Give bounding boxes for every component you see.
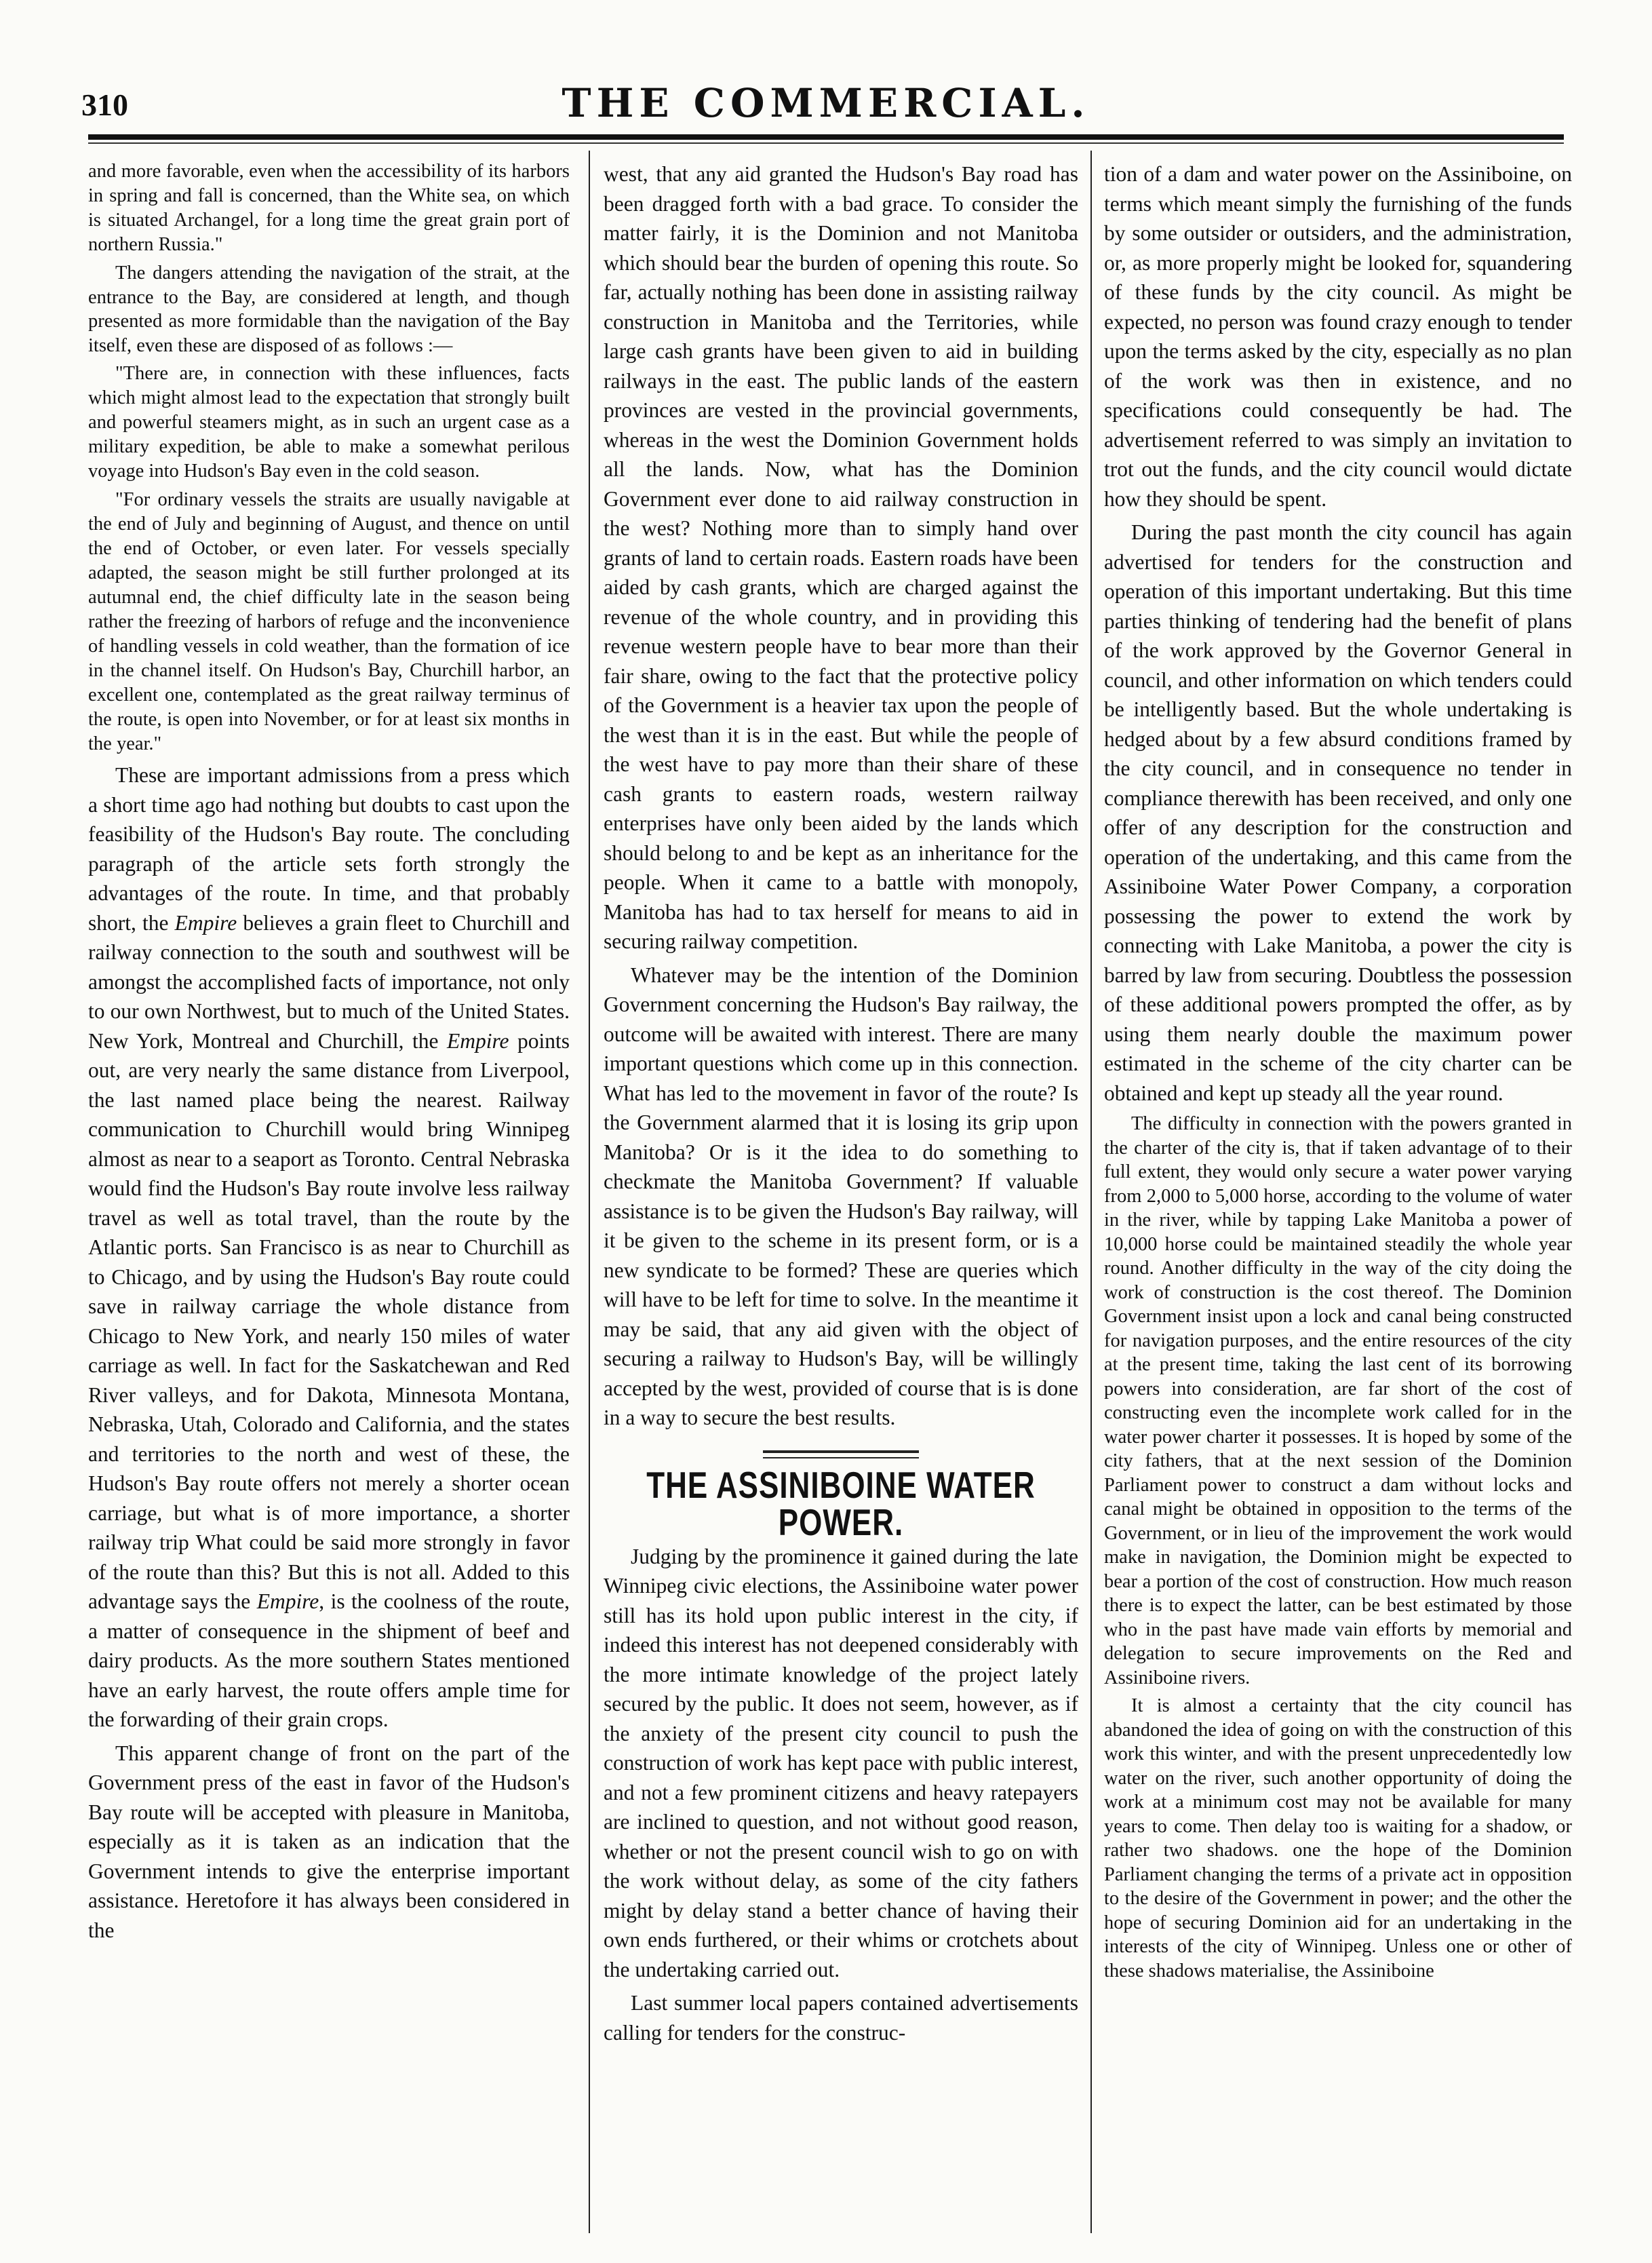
column-divider	[589, 151, 590, 2233]
page-header	[81, 80, 1571, 128]
masthead-title: THE COMMERCIAL.	[562, 80, 1090, 126]
column-2	[604, 159, 1078, 2051]
italic-title: Empire	[256, 1589, 319, 1613]
section-rule	[763, 1450, 919, 1453]
article-quote: "For ordinary vessels the straits are usually navigable at the end of July and beginning of August, and thence on until the end of October, or even later. For vessels specially adapted, the season might be still further prolonged at its autumnal end, the chief difficulty late in the season being rather the freezing of harbors of refuge and the inconvenience of handling vessels in cold weather, than the formation of ice in the channel itself. On Hudson's Bay, Churchill harbor, an excellent one, contemplated as the great railway terminus of the route, is open into November, or for at least six months in the year."	[88, 489, 570, 754]
page-number: 310	[81, 88, 128, 122]
article-paragraph: Last summer local papers contained advertisements calling for tenders for the construc-	[604, 1991, 1078, 2045]
article-paragraph: The difficulty in connection with the powers granted in the charter of the city is, that if taken advantage of to their full extent, they would only secure a water power varying from 2,000 to 5,000 horse, according to the volume of water in the river, while by tapping Lake Manitoba a power of 10,000 horse could be maintained steadily the whole year round. Another difficulty in the way of the city doing the work of construction is the cost thereof. The Dominion Government insist upon a lock and canal being constructed for navigation purposes, and the entire resources of the city at the present time, taking the last cent of its borrowing powers into consideration, are far short of the cost of constructing even the incomplete work called for in the water power charter it possesses. It is hoped by some of the city fathers, that at the next session of the Dominion Parliament power to construct a dam without locks and canal might be obtained in opposition to the terms of the Government, or in lieu of the improvement the work would make in navigation, the Dominion might be expected to bear a portion of the cost of construction. How much reason there is to expect the latter, can be best estimated by those who in the past have made vain efforts by memorial and delegation to secure improvements on the Red and Assiniboine rivers.	[1104, 1113, 1572, 1688]
article-paragraph: Judging by the prominence it gained during the late Winnipeg civic elections, the Assiniboine water power still has its hold upon public interest in the city, if indeed this interest has not deepened considerably with the more intimate knowledge of the project lately secured by the public. It does not seem, however, as if the anxiety of the present city council to push the construction of work has kept pace with public interest, and not a few prominent citizens and heavy ratepayers are inclined to question, and not without good reason, whether or not the present council wish to go on with the work without delay, as some of the city fathers might by delay stand a better chance of having their own ends furthered, or their whims or crotchets about the undertaking carried out.	[604, 1544, 1078, 1981]
article-paragraph: It is almost a certainty that the city council has abandoned the idea of going on with the construction of this work this winter, and with the present unprecedentedly low water on the river, such another opportunity of doing the work at a minimum cost may not be available for many years to come. Then delay too is waiting for a shadow, or rather two shadows. one the hope of the Dominion Parliament changing the terms of a private act in opposition to the desire of the Government in power; and the other the hope of securing Dominion aid for an undertaking in the interests of the city of Winnipeg. Unless one or other of these shadows materialise, the Assiniboine	[1104, 1695, 1572, 1981]
article-paragraph: During the past month the city council has again advertised for tenders for the construction and operation of this important undertaking. But this time parties thinking of tendering had the benefit of plans of the work approved by the Governor General in council, and other information on which tenders could be intelligently based. But the whole undertaking is hedged about by a few absurd conditions framed by the city council, and in consequence no tender in compliance therewith has been received, and only one offer of any description for the construction and operation of the undertaking, and this came from the Assiniboine Water Power Company, a corporation possessing the power to extend the work by connecting with Lake Manitoba, a power the city is barred by law from securing. Doubtless the possession of these additional powers prompted the offer, as by using them nearly double the maximum power estimated in the scheme of the city charter can be obtained and kept up steady all the year round.	[1104, 520, 1572, 1105]
text-run: , is the coolness of the route, a matter of consequence in the shipment of beef and dairy products. As the more southern States mentioned have an early harvest, the route offers ample time for the forwarding of their grain crops.	[88, 1589, 570, 1731]
column-3	[1104, 159, 1572, 1987]
text-run: points out, are very nearly the same distance from Liverpool, the last named place being the nearest. Railway communication to Churchill would bring Winnipeg almost as near to a seaport as Toronto. Central Nebraska would find the Hudson's Bay route involve less railway travel as well as total travel, than the route by the Atlantic ports. San Francisco is as near to Churchill as to Chicago, and by using the Hudson's Bay route could save in railway carriage the whole distance from Chicago to New York, and nearly 150 miles of water carriage as well. In fact for the Saskatchewan and Red River valleys, and for Dakota, Minnesota Montana, Nebraska, Utah, Colorado and California, and the states and territories to the north and west of these, the Hudson's Bay route offers not merely a shorter ocean carriage, but what is of more importance, a shorter railway trip What could be said more strongly in favor of the route than this? But this is not all. Added to this advantage says the	[88, 1028, 570, 1613]
article-paragraph: Whatever may be the intention of the Dominion Government concerning the Hudson's Bay railway, the outcome will be awaited with interest. There are many important questions which come up in this connection. What has led to the movement in favor of the route? Is the Government alarmed that it is losing its grip upon Manitoba? Or is it the idea to do something to checkmate the Manitoba Government? If valuable assistance is to be given the Hudson's Bay railway, will it be given to the scheme in its present form, or is a new syndicate to be formed? These are queries which will have to be left for time to solve. In the meantime it may be said, that any aid given with the object of securing a railway to Hudson's Bay, will be willingly accepted by the west, provided of course that is is done in a way to secure the best results.	[604, 963, 1078, 1429]
header-rule	[88, 134, 1564, 140]
article-quote: "There are, in connection with these influences, facts which might almost lead to the expectation that strongly built and powerful steamers might, as in such an urgent case as a military expedition, be able to make a somewhat perilous voyage into Hudson's Bay even in the cold season.	[88, 363, 570, 482]
section-rule-thin	[763, 1457, 919, 1458]
article-paragraph	[88, 760, 570, 1735]
article-paragraph: and more favorable, even when the accessibility of its harbors in spring and fall is concerned, than the White sea, on which is situated Archangel, for a long time the great grain port of northern Russia."	[88, 161, 570, 255]
header-rule-thin	[88, 142, 1564, 144]
article-paragraph: This apparent change of front on the part of the Government press of the east in favor of the Hudson's Bay route will be accepted with pleasure in Manitoba, especially as it is taken as an indication that the Government intends to give the enterprise important assistance. Heretofore it has always been considered in the	[88, 1741, 570, 1942]
text-run: These are important admissions from a press which a short time ago had nothing but doubts to cast upon the feasibility of the Hudson's Bay route. The concluding paragraph of the article sets forth strongly the advantages of the route. In time, and that probably short, the	[88, 763, 570, 935]
column-1	[88, 159, 570, 1949]
article-paragraph: tion of a dam and water power on the Assiniboine, on terms which meant simply the furnishing of the funds by some outsider or outsiders, and the administration, or, as more properly might be looked for, squandering of these funds by the city council. As might be expected, no person was found crazy enough to tender upon the terms asked by the city, especially as no plan of the work was then in existence, and no specifications could consequently be had. The advertisement referred to was simply an invitation to trot out the funds, and the city council would dictate how they should be spent.	[1104, 162, 1572, 511]
article-heading: THE ASSINIBOINE WATER POWER.	[646, 1464, 1036, 1543]
article-paragraph: west, that any aid granted the Hudson's Bay road has been dragged forth with a bad grace. To consider the matter fairly, it is the Dominion and not Manitoba which should bear the burden of opening this route. So far, actually nothing has been done in assisting railway construction in Manitoba and the Territories, while large cash grants have been given to aid in building railways in the east. The public lands of the eastern provinces are vested in the provincial governments, whereas in the west the Dominion Government holds all the lands. Now, what has the Dominion Government ever done to aid railway construction in the west? Nothing more than to simply hand over grants of land to certain roads. Eastern roads have been aided by cash grants, which are charged against the revenue of the whole country, and in providing this revenue western people have to bear more than their fair share, owing to the fact that the protective policy of the Government is a heavier tax upon the people of the west than it is in the east. But while the people of the west have to pay more than their share of these cash grants to eastern roads, western railway enterprises have only been aided by the lands which should belong to and be kept as an inheritance for the people. When it came to a battle with monopoly, Manitoba has had to tax herself for means to aid in securing railway competition.	[604, 162, 1078, 953]
text-run: believes a grain fleet to Churchill and railway connection to the south and southwest will be amongst the accomplished facts of importance, not only to our own Northwest, but to much of the United States. New York, Montreal and Churchill, the	[88, 910, 570, 1053]
column-divider	[1090, 151, 1092, 2233]
article-paragraph: The dangers attending the navigation of the strait, at the entrance to the Bay, are considered at length, and though presented as more formidable than the navigation of the Bay itself, even these are disposed of as follows :—	[88, 263, 570, 356]
italic-title: Empire	[446, 1028, 509, 1053]
italic-title: Empire	[174, 910, 237, 935]
